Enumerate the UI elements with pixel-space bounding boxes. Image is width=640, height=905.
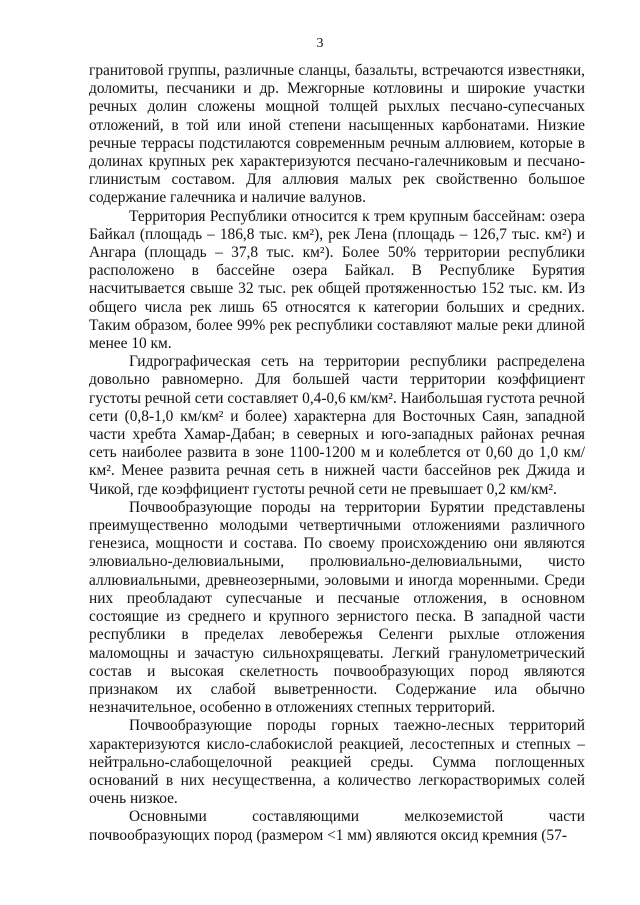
document-body (89, 62, 585, 845)
paragraph-2: Территория Республики относится к трем крупным бассейнам: озера Байкал (площадь – 186,8 тыс. км²), рек Лена (площадь – 126,7 тыс. км²) и Ангара (площадь – 37,8 тыс. км²). Более 50% территории республики расположено в бассейне озера Байкал. В Республике Бурятия насчитывается свыше 32 тыс. рек общей протяженностью 152 тыс. км. Из общего числа рек лишь 65 относятся к категории больших и средних. Таким образом, более 99% рек республики составляют малые реки длиной менее 10 км. (89, 207, 585, 353)
paragraph-3: Гидрографическая сеть на территории республики распределена довольно равномерно. Для большей части территории коэффициент густоты речной сети составляет 0,4-0,6 км/км². Наибольшая густота речной сети (0,8-1,0 км/км² и более) характерна для Восточных Саян, западной части хребта Хамар-Дабан; в северных и юго-западных районах речная сеть наиболее развита в зоне 1100-1200 м и колеблется от 0,60 до 1,0 км/км². Менее развита речная сеть в нижней части бассейнов рек Джида и Чикой, где коэффициент густоты речной сети не превышает 0,2 км/км². (89, 353, 585, 498)
page-number: 3 (316, 36, 324, 51)
paragraph-5: Почвообразующие породы горных таежно-лесных территорий характеризуются кисло-слабокислой реакцией, лесостепных и степных – нейтрально-слабощелочной реакцией среды. Сумма поглощенных оснований в них несущественна, а количество легкорастворимых солей очень низкое. (89, 717, 585, 808)
paragraph-1: гранитовой группы, различные сланцы, базальты, встречаются известняки, доломиты, песчаники и др. Межгорные котловины и широкие участки речных долин сложены мощной толщей рыхлых песчано-супесчаных отложений, в той или иной степени насыщенных карбонатами. Низкие речные террасы подстилаются современным речным аллювием, которые в долинах крупных рек характеризуются песчано-галечниковым и песчано-глинистым составом. Для аллювия малых рек свойственно большое содержание галечника и наличие валунов. (89, 62, 585, 207)
paragraph-6: Основными составляющими мелкоземистой части почвообразующих пород (размером <1 мм) являются оксид кремния (57- (89, 808, 585, 844)
paragraph-4: Почвообразующие породы на территории Бурятии представлены преимущественно молодыми четвертичными отложениями различного генезиса, мощности и состава. По своему происхождению они являются элювиально-делювиальными, пролювиально-делювиальными, чисто аллювиальными, древнеозерными, эоловыми и иногда моренными. Среди них преобладают супесчаные и песчаные отложения, в основном состоящие из среднего и крупного зернистого песка. В западной части республики в пределах левобережья Селенги рыхлые отложения маломощны и зачастую сильнохрящеваты. Легкий гранулометрический состав и высокая скелетность почвообразующих пород являются признаком их слабой выветренности. Содержание ила обычно незначительное, особенно в отложениях степных территорий. (89, 498, 585, 717)
